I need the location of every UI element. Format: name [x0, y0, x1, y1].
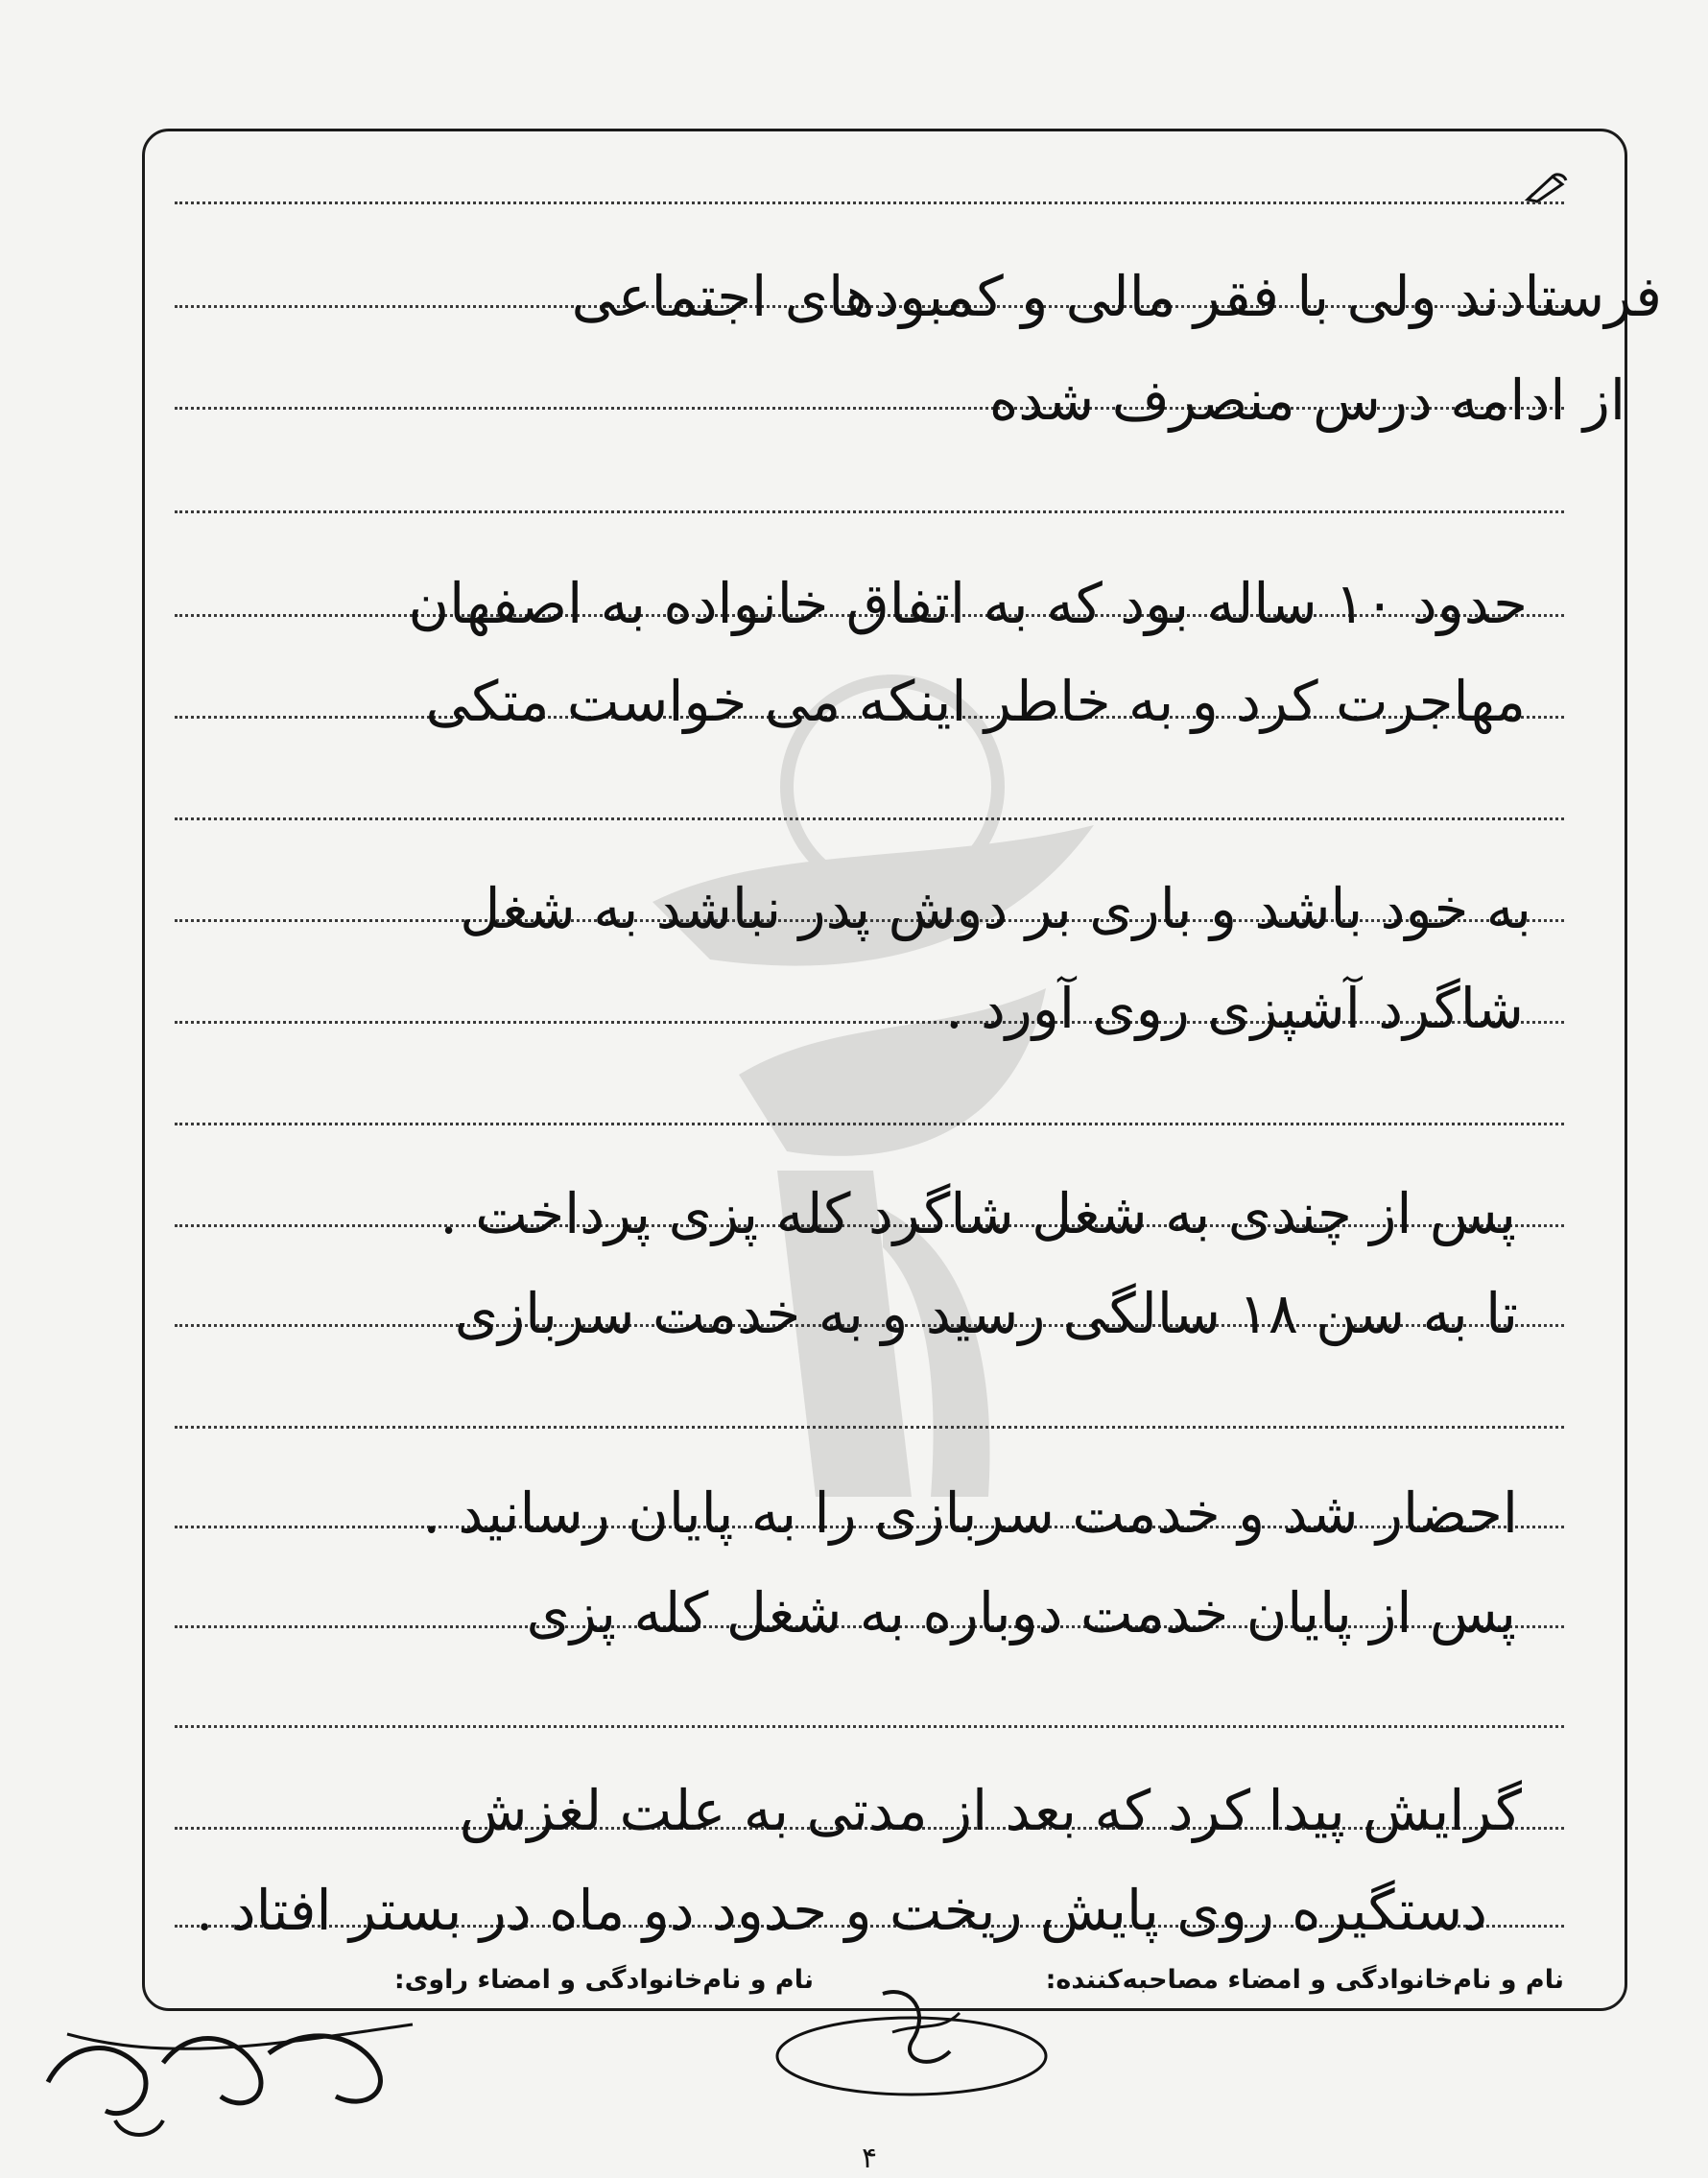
narrator-signature-label: نام و نام‌خانوادگی و امضاء راوی: — [393, 1965, 814, 1995]
handwritten-line: دستگیره روی پایش ریخت و حدود دو ماه در بستر افتاد . — [195, 1878, 1487, 1943]
handwritten-line: پس از چندی به شغل شاگرد کله پزی پرداخت . — [439, 1181, 1516, 1246]
pen-writing-icon — [1524, 171, 1570, 203]
handwritten-line: از ادامه درس منصرف شده — [988, 367, 1625, 433]
handwritten-line: مهاجرت کرد و به خاطر اینکه می خواست متکی — [425, 669, 1526, 734]
ruled-line — [175, 1123, 1564, 1125]
handwritten-line: گرایش پیدا کرد که بعد از مدتی به علت لغزش — [459, 1778, 1522, 1843]
handwritten-line: شاگرد آشپزی روی آورد . — [945, 976, 1524, 1041]
ruled-line — [175, 510, 1564, 513]
handwritten-line: احضار شد و خدمت سربازی را به پایان رسانید . — [422, 1480, 1518, 1546]
ruled-line — [175, 201, 1564, 204]
ruled-line — [175, 817, 1564, 820]
handwritten-line: پس از پایان خدمت دوباره به شغل کله پزی — [526, 1580, 1516, 1645]
interviewer-signature — [768, 1975, 1056, 2109]
ruled-line — [175, 1725, 1564, 1728]
handwritten-line: به خود باشد و باری بر دوش پدر نباشد به شغل — [460, 876, 1531, 941]
handwritten-line: فرستادند ولی با فقر مالی و کمبودهای اجتماعی — [571, 264, 1662, 329]
handwritten-line: تا به سن ۱۸ سالگی رسید و به خدمت سربازی — [454, 1281, 1518, 1346]
ruled-line — [175, 1426, 1564, 1429]
interviewer-signature-label: نام و نام‌خانوادگی و امضاء مصاحبه‌کننده: — [1045, 1965, 1564, 1995]
handwritten-line: حدود ۱۰ ساله بود که به اتفاق خانواده به اصفهان — [408, 571, 1528, 636]
emblem-watermark-icon — [595, 672, 1132, 1497]
page-number: ۴ — [862, 2142, 878, 2175]
narrator-signature — [29, 2005, 432, 2149]
